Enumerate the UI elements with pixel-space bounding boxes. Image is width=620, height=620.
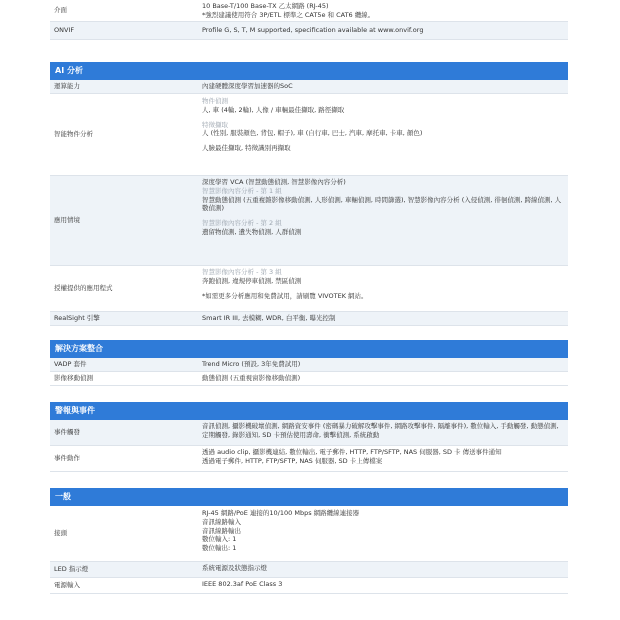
- spec-row-action: [50, 446, 568, 472]
- spec-row-interface: [50, 0, 568, 22]
- row-value-line: *強烈建議使用符合 3P/ETL 標準之 CAT5e 和 CAT6 纜線。: [202, 10, 375, 19]
- spec-row-realsight: [50, 312, 568, 326]
- row-sub-label: 智慧影像內容分析 - 第 1 組: [202, 186, 282, 195]
- spec-row-applications: [50, 176, 568, 266]
- row-value: 內建硬體深度學習加速器的SoC: [202, 82, 293, 90]
- row-label: 應用情境: [54, 216, 80, 225]
- row-value-line: RJ-45 網路/PoE 連接的10/100 Mbps 網路纜線連接器: [202, 509, 360, 517]
- row-value-line: 音訊線路輸入: [202, 517, 241, 526]
- row-value-line: 10 Base-T/100 Base-TX 乙太網路 (RJ-45): [202, 2, 329, 10]
- row-value-line: 人, 車 (4輪, 2輪), 人像 / 車輛最佳擷取, 路徑擷取: [202, 105, 345, 114]
- spec-row-vadp: [50, 358, 568, 372]
- row-label: VADP 套件: [54, 360, 87, 369]
- spec-row-motion: [50, 372, 568, 386]
- row-value-line: 奔跑偵測, 違規停車偵測, 禁區偵測: [202, 276, 302, 285]
- row-value-line: 人 (性別, 服裝顏色, 背包, 帽子), 車 (自行車, 巴士, 汽車, 摩托車, 卡車, 顏色): [202, 129, 423, 138]
- row-sub-label: 特徵擷取: [202, 120, 228, 129]
- row-value-line: 智慧動態偵測 (五重複雜影像移動偵測, 人形偵測, 車輛偵測, 時間篩選), 智慧影像內容分析 (入侵偵測, 徘徊偵測, 跨線偵測, 人數偵測): [202, 195, 562, 213]
- row-label: LED 指示燈: [54, 565, 89, 574]
- spec-row-trigger: [50, 420, 568, 446]
- row-value-line: Profile G, S, T, M supported, specification available at www.onvif.org: [202, 26, 424, 35]
- spec-row-compute: [50, 80, 568, 94]
- row-label: 介面: [54, 6, 67, 15]
- row-value: Trend Micro (預設, 3年免費試用): [202, 360, 301, 368]
- row-value: 動態偵測 (五重視窗影像移動偵測): [202, 374, 301, 382]
- row-value-line: 數位輸出: 1: [202, 544, 237, 553]
- row-sub-label: 智慧影像內容分析 - 第 2 組: [202, 219, 282, 228]
- spec-row-power: [50, 578, 568, 594]
- row-label: RealSight 引擎: [54, 314, 100, 323]
- row-value: Smart IR III, 去模糊, WDR, 白平衡, 曝光控制: [202, 314, 336, 322]
- row-label: 接頭: [54, 529, 67, 538]
- row-value: 系統電源及狀態指示燈: [202, 564, 267, 572]
- row-label: 授權提供的應用程式: [54, 284, 113, 293]
- section-header-alarm: 警報與事件: [50, 402, 568, 420]
- row-value-line: *如需更多分析應用和免費試用，請刷覽 VIVOTEK 網站。: [202, 291, 368, 300]
- row-value-line: 透過 audio clip, 攝影機連結, 數位輸出, 電子郵件, HTTP, FTP/SFTP, NAS 伺服器, SD 卡 傳送事件通知: [202, 448, 502, 456]
- row-label: ONVIF: [54, 26, 75, 35]
- row-value-line: 數位輸入: 1: [202, 535, 237, 544]
- row-label: 事件觸發: [54, 428, 80, 437]
- spec-sheet: [50, 0, 568, 594]
- row-value-line: 透過電子郵件, HTTP, FTP/SFTP, NAS 伺服器, SD 卡上傳檔案: [202, 456, 383, 465]
- spec-row-onvif: [50, 22, 568, 40]
- section-header-ai: AI 分析: [50, 62, 568, 80]
- row-label: 事件動作: [54, 454, 80, 463]
- row-label: 運算能力: [54, 82, 80, 91]
- row-sub-label: 物件偵測: [202, 97, 228, 105]
- spec-row-connectors: [50, 506, 568, 562]
- spec-row-led: [50, 562, 568, 578]
- row-value-line: 人臉最佳擷取, 特徵識別再擷取: [202, 144, 291, 153]
- row-label: 智能物件分析: [54, 130, 93, 139]
- row-value-line: 音訊線路輸出: [202, 526, 241, 535]
- row-value-line: 深度學習 VCA (智慧動態偵測, 智慧影像內容分析): [202, 178, 346, 186]
- row-value: IEEE 802.3af PoE Class 3: [202, 580, 283, 588]
- spec-row-provided-apps: [50, 266, 568, 312]
- row-value-line: 音訊偵測, 攝影機破壞偵測, 網路資安事件 (密碼暴力破解攻擊事件, 網路攻擊事件, 隔離事件), 數位輸入, 手動觸發, 動態偵測, 定期觸發, 錄影通知, SD 卡預估使用壽命, 衝擊偵測, 系統啟動: [202, 422, 559, 439]
- row-value-line: 遺留物偵測, 遺失物偵測, 人群偵測: [202, 227, 302, 236]
- row-sub-label: 智慧影像內容分析 - 第 3 組: [202, 268, 282, 276]
- spec-row-objects: [50, 94, 568, 176]
- section-header-integration: 解決方案整合: [50, 340, 568, 358]
- row-label: 影像移動偵測: [54, 374, 93, 383]
- row-label: 電源輸入: [54, 581, 80, 590]
- section-header-general: 一般: [50, 488, 568, 506]
